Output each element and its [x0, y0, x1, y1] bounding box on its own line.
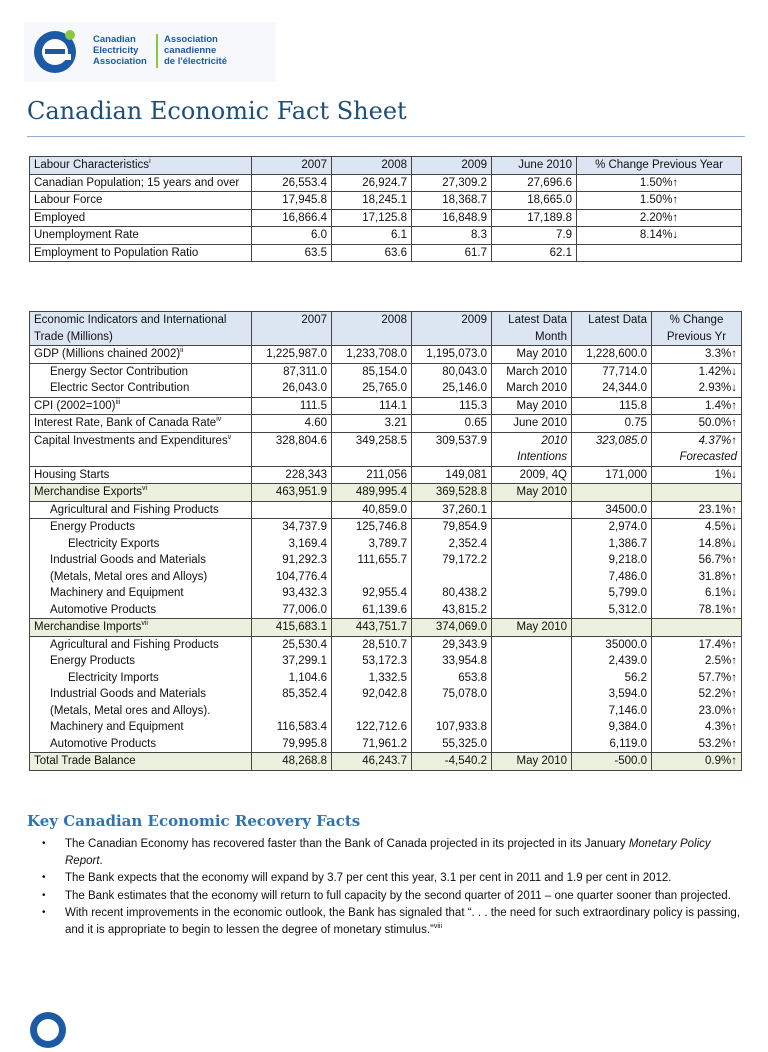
page-title: Canadian Economic Fact Sheet: [27, 97, 407, 125]
key-facts-heading: Key Canadian Economic Recovery Facts: [27, 812, 361, 830]
table-cell: 1.42%↓ 2.93%↓: [652, 363, 742, 397]
table-cell: 1.50%↑: [577, 174, 742, 192]
column-header: June 2010: [492, 157, 577, 175]
logo-divider: [156, 34, 158, 68]
column-header: 2009: [412, 157, 492, 175]
table-cell: 34,737.9 3,169.4 91,292.3 104,776.4 93,432.3 77,006.0: [252, 519, 332, 619]
column-header: 2007: [252, 312, 332, 346]
table-cell: May 2010: [492, 619, 572, 637]
table-cell: 61.7: [412, 244, 492, 262]
table-row: [30, 753, 742, 771]
column-header: % Change Previous Yr: [652, 312, 742, 346]
table-cell: 323,085.0: [572, 432, 652, 466]
table-cell: 26,924.7: [332, 174, 412, 192]
column-header: Latest Data Month: [492, 312, 572, 346]
table-cell: 2,974.0 1,386.7 9,218.0 7,486.0 5,799.0 5,312.0: [572, 519, 652, 619]
table-header-row: [30, 312, 742, 346]
economic-indicators-table: [29, 311, 742, 771]
table-header-row: [30, 157, 742, 175]
row-label: Employed: [30, 209, 252, 227]
cea-logo-icon: [30, 26, 80, 76]
table-cell: 149,081: [412, 466, 492, 484]
table-cell: 1,233,708.0: [332, 346, 412, 364]
table-cell: 8.3: [412, 227, 492, 245]
table-cell: 27,696.6: [492, 174, 577, 192]
table-cell: 0.9%↑: [652, 753, 742, 771]
row-label: GDP (Millions chained 2002)$^{ii}$: [30, 346, 252, 364]
list-item: • With recent improvements in the economic outlook, the Bank has signaled that “. . . the need for such extraordinary policy is passing, and it is appropriate to begin to lessen the degree of monetary stimulus.”$^{viii}$: [37, 905, 749, 938]
table-cell: 35000.0 2,439.0 56.2 3,594.0 7,146.0 9,384.0 6,119.0: [572, 636, 652, 753]
table-cell: [492, 636, 572, 753]
table-cell: [652, 619, 742, 637]
table-cell: [572, 484, 652, 502]
table-cell: -4,540.2: [412, 753, 492, 771]
table-cell: 415,683.1: [252, 619, 332, 637]
table-cell: 0.75: [572, 415, 652, 433]
table-cell: 1,228,600.0: [572, 346, 652, 364]
table-cell: 115.3: [412, 397, 492, 415]
table-cell: 369,528.8: [412, 484, 492, 502]
table-cell: 18,245.1: [332, 192, 412, 210]
table-cell: 6.1: [332, 227, 412, 245]
table-row: [30, 192, 742, 210]
table-row: [30, 227, 742, 245]
table-cell: 37,260.1: [412, 501, 492, 519]
table-row: [30, 209, 742, 227]
row-label: Agricultural and Fishing Products Energy Products Electricity Imports Industrial Goods and Materials (Metals, Metal ores and Alloys). Machinery and Equipment Automotive Products: [30, 636, 252, 753]
table-cell: 3.3%↑: [652, 346, 742, 364]
table-row: [30, 174, 742, 192]
table-cell: 8.14%↓: [577, 227, 742, 245]
table-cell: May 2010: [492, 346, 572, 364]
table-cell: 87,311.0 26,043.0: [252, 363, 332, 397]
table-row: [30, 363, 742, 397]
column-header: 2008: [332, 157, 412, 175]
table-cell: 17,945.8: [252, 192, 332, 210]
table-cell: [572, 619, 652, 637]
row-label: Total Trade Balance: [30, 753, 252, 771]
table-row: [30, 519, 742, 619]
table-cell: [577, 244, 742, 262]
table-row: [30, 415, 742, 433]
table-cell: May 2010: [492, 753, 572, 771]
table-cell: 309,537.9: [412, 432, 492, 466]
table-row: [30, 397, 742, 415]
table-cell: 34500.0: [572, 501, 652, 519]
table-cell: 62.1: [492, 244, 577, 262]
table-cell: 1,195,073.0: [412, 346, 492, 364]
cea-logo: [24, 22, 276, 82]
table-cell: March 2010 March 2010: [492, 363, 572, 397]
table-cell: 63.6: [332, 244, 412, 262]
table-cell: May 2010: [492, 397, 572, 415]
table-cell: 23.1%↑: [652, 501, 742, 519]
list-item: • The Canadian Economy has recovered faster than the Bank of Canada projected in its projected in its January Monetary Policy Report.: [37, 836, 749, 869]
table-row: [30, 346, 742, 364]
table-cell: 18,665.0: [492, 192, 577, 210]
row-label: Labour Force: [30, 192, 252, 210]
table-cell: 16,866.4: [252, 209, 332, 227]
table-cell: 7.9: [492, 227, 577, 245]
column-header: 2009: [412, 312, 492, 346]
row-label: Merchandise Imports$^{vii}$: [30, 619, 252, 637]
table-cell: -500.0: [572, 753, 652, 771]
row-label: Energy Products Electricity Exports Industrial Goods and Materials (Metals, Metal ores and Alloys) Machinery and Equipment Automotive Products: [30, 519, 252, 619]
table-cell: 46,243.7: [332, 753, 412, 771]
table-cell: 374,069.0: [412, 619, 492, 637]
table-cell: 2010 Intentions: [492, 432, 572, 466]
table-row: [30, 619, 742, 637]
table-row: [30, 484, 742, 502]
column-header: Economic Indicators and International Trade (Millions): [30, 312, 252, 346]
table-cell: 2009, 4Q: [492, 466, 572, 484]
table-cell: [252, 501, 332, 519]
table-cell: 77,714.0 24,344.0: [572, 363, 652, 397]
table-cell: 17,125.8: [332, 209, 412, 227]
table-cell: June 2010: [492, 415, 572, 433]
table-cell: 6.0: [252, 227, 332, 245]
table-cell: 211,056: [332, 466, 412, 484]
column-header: 2007: [252, 157, 332, 175]
row-label: Interest Rate, Bank of Canada Rate$^{iv}$: [30, 415, 252, 433]
column-header: % Change Previous Year: [577, 157, 742, 175]
table-cell: 27,309.2: [412, 174, 492, 192]
table-cell: 0.65: [412, 415, 492, 433]
row-label: Capital Investments and Expenditures$^v$: [30, 432, 252, 466]
key-facts-list: [37, 836, 749, 939]
table-cell: 443,751.7: [332, 619, 412, 637]
table-cell: 489,995.4: [332, 484, 412, 502]
table-cell: May 2010: [492, 484, 572, 502]
table-cell: 17.4%↑ 2.5%↑ 57.7%↑ 52.2%↑ 23.0%↑ 4.3%↑ 53.2%↑: [652, 636, 742, 753]
table-cell: 125,746.8 3,789.7 111,655.7 92,955.4 61,139.6: [332, 519, 412, 619]
table-cell: 17,189.8: [492, 209, 577, 227]
table-row: [30, 636, 742, 753]
column-header: Latest Data: [572, 312, 652, 346]
table-row: [30, 244, 742, 262]
table-cell: [492, 501, 572, 519]
table-cell: 16,848.9: [412, 209, 492, 227]
logo-french-name: Association canadienne de l'électricité: [164, 34, 227, 67]
table-cell: 4.37%↑ Forecasted: [652, 432, 742, 466]
logo-english-name: Canadian Electricity Association: [93, 34, 147, 67]
table-cell: 26,553.4: [252, 174, 332, 192]
table-cell: 63.5: [252, 244, 332, 262]
table-cell: 80,043.0 25,146.0: [412, 363, 492, 397]
footer-logo-icon: [26, 1008, 70, 1052]
table-cell: 40,859.0: [332, 501, 412, 519]
table-cell: 50.0%↑: [652, 415, 742, 433]
table-cell: 48,268.8: [252, 753, 332, 771]
table-cell: [492, 519, 572, 619]
table-cell: 79,854.9 2,352.4 79,172.2 80,438.2 43,815.2: [412, 519, 492, 619]
table-cell: 28,510.7 53,172.3 1,332.5 92,042.8 122,712.6 71,961.2: [332, 636, 412, 753]
table-cell: 111.5: [252, 397, 332, 415]
table-cell: 115.8: [572, 397, 652, 415]
title-divider: [27, 136, 745, 137]
table-cell: 328,804.6: [252, 432, 332, 466]
row-label: Unemployment Rate: [30, 227, 252, 245]
table-cell: 171,000: [572, 466, 652, 484]
row-label: Energy Sector Contribution Electric Sector Contribution: [30, 363, 252, 397]
labour-characteristics-table: [29, 156, 742, 262]
table-cell: 18,368.7: [412, 192, 492, 210]
table-row: [30, 501, 742, 519]
row-label: CPI (2002=100)$^{iii}$: [30, 397, 252, 415]
table-cell: 4.5%↓ 14.8%↓ 56.7%↑ 31.8%↑ 6.1%↓ 78.1%↑: [652, 519, 742, 619]
table-cell: 349,258.5: [332, 432, 412, 466]
table-cell: 463,951.9: [252, 484, 332, 502]
row-label: Employment to Population Ratio: [30, 244, 252, 262]
row-label: Housing Starts: [30, 466, 252, 484]
column-header: Labour Characteristics$^i$: [30, 157, 252, 175]
table-cell: 4.60: [252, 415, 332, 433]
table-row: [30, 466, 742, 484]
table-cell: 29,343.9 33,954.8 653.8 75,078.0 107,933.8 55,325.0: [412, 636, 492, 753]
row-label: Merchandise Exports$^{vi}$: [30, 484, 252, 502]
table-cell: 1.4%↑: [652, 397, 742, 415]
table-row: [30, 432, 742, 466]
table-cell: 2.20%↑: [577, 209, 742, 227]
row-label: Canadian Population; 15 years and over: [30, 174, 252, 192]
table-cell: 228,343: [252, 466, 332, 484]
table-cell: 1.50%↑: [577, 192, 742, 210]
table-cell: 85,154.0 25,765.0: [332, 363, 412, 397]
table-cell: 25,530.4 37,299.1 1,104.6 85,352.4 116,583.4 79,995.8: [252, 636, 332, 753]
table-cell: 1,225,987.0: [252, 346, 332, 364]
list-item: • The Bank expects that the economy will expand by 3.7 per cent this year, 3.1 per cent in 2011 and 1.9 per cent in 2012.: [37, 870, 749, 887]
column-header: 2008: [332, 312, 412, 346]
table-cell: 1%↓: [652, 466, 742, 484]
list-item: • The Bank estimates that the economy will return to full capacity by the second quarter of 2011 – one quarter sooner than projected.: [37, 888, 749, 905]
table-cell: 114.1: [332, 397, 412, 415]
table-cell: [652, 484, 742, 502]
table-cell: 3.21: [332, 415, 412, 433]
row-label: Agricultural and Fishing Products: [30, 501, 252, 519]
